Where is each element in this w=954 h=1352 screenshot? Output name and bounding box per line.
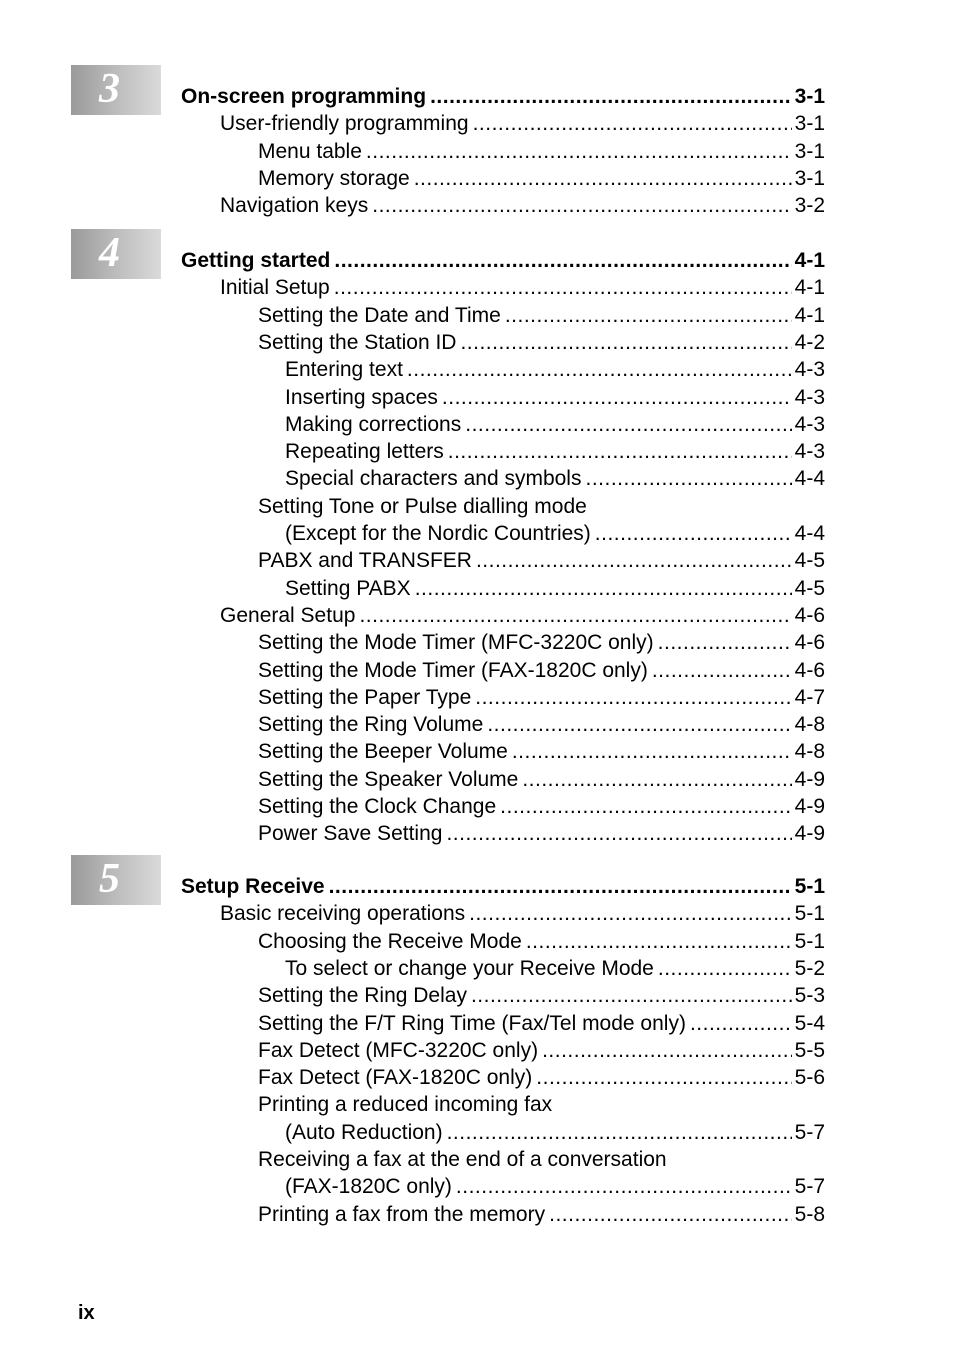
toc-entry-title: Setting Tone or Pulse dialling mode [258, 495, 587, 518]
dot-leader [366, 138, 792, 165]
toc-entry [258, 684, 825, 711]
toc-entry-page: 4-2 [794, 331, 825, 354]
toc-entry-title: Printing a fax from the memory [258, 1203, 546, 1226]
dot-leader [359, 602, 791, 629]
dot-leader [505, 302, 792, 329]
toc-entry [258, 928, 825, 955]
toc-entry [220, 900, 825, 927]
toc-entry-page: 4-9 [794, 768, 825, 791]
dot-leader [585, 465, 791, 492]
toc-entry-title: Special characters and symbols [285, 467, 582, 490]
toc-entry-page: 4-4 [794, 467, 825, 490]
toc-entry-title: Initial Setup [220, 276, 330, 299]
toc-entry-title: (Auto Reduction) [285, 1121, 443, 1144]
dot-leader [460, 329, 791, 356]
dot-leader [522, 766, 791, 793]
toc-entry-page: 4-6 [794, 604, 825, 627]
toc-entry [285, 575, 825, 602]
dot-leader [475, 684, 791, 711]
toc-entry-page: 4-8 [794, 713, 825, 736]
dot-leader [526, 928, 792, 955]
toc-entry-page: 5-3 [794, 984, 825, 1007]
chapter-number: 3 [99, 66, 120, 112]
toc-entry-page: 4-1 [794, 249, 825, 272]
toc-chapter-heading [181, 873, 825, 900]
toc-entry [258, 1037, 825, 1064]
toc-entry-page: 5-5 [794, 1039, 825, 1062]
dot-leader [476, 547, 792, 574]
toc-entry [258, 793, 825, 820]
toc-entry-title: Setting the Clock Change [258, 795, 497, 818]
toc-entry-page: 4-6 [794, 659, 825, 682]
toc-entry-page: 3-1 [794, 140, 825, 163]
dot-leader [690, 1010, 792, 1037]
chapter-tab [71, 229, 161, 279]
page-number: ix [78, 1302, 95, 1324]
toc-entry-page: 4-5 [794, 549, 825, 572]
dot-leader [407, 356, 792, 383]
dot-leader [487, 711, 791, 738]
toc-entry-page: 5-6 [794, 1066, 825, 1089]
chapter-tab [71, 855, 161, 905]
toc-entry-page: 5-2 [794, 957, 825, 980]
toc-entry-title: Setting PABX [285, 577, 411, 600]
toc-entry [258, 820, 825, 847]
toc-entry [285, 411, 825, 438]
toc-entry-page: 5-1 [794, 875, 825, 898]
dot-leader [536, 1064, 791, 1091]
dot-leader [334, 274, 792, 301]
toc-entry-title: Setting the Mode Timer (MFC-3220C only) [258, 631, 654, 654]
toc-entry [285, 465, 825, 492]
toc-entry-title: Entering text [285, 358, 403, 381]
toc-entry-title: Setting the Date and Time [258, 304, 501, 327]
toc-entry [220, 192, 825, 219]
toc-entry-title: General Setup [220, 604, 356, 627]
dot-leader [329, 873, 792, 900]
toc-entry-title: Setting the Station ID [258, 331, 457, 354]
toc-entry-title: Fax Detect (MFC-3220C only) [258, 1039, 539, 1062]
toc-entry-page: 3-2 [794, 194, 825, 217]
toc-entry-page: 5-4 [794, 1012, 825, 1035]
toc-entry [220, 110, 825, 137]
toc-entry-page: 4-7 [794, 686, 825, 709]
toc-entry [258, 165, 825, 192]
toc-entry [285, 384, 825, 411]
toc-entry [258, 1064, 825, 1091]
toc-entry-page: 3-1 [794, 85, 825, 108]
dot-leader [446, 820, 791, 847]
toc-entry-title: Printing a reduced incoming fax [258, 1093, 553, 1116]
toc-entry [285, 1173, 825, 1200]
dot-leader [430, 83, 792, 110]
toc-entry-title: Setting the Mode Timer (FAX-1820C only) [258, 659, 648, 682]
toc-entry [285, 955, 825, 982]
toc-entry-title: Setting the Ring Delay [258, 984, 467, 1007]
toc-entry [220, 602, 825, 629]
toc-entry-title: Menu table [258, 140, 362, 163]
toc-chapter-heading [181, 83, 825, 110]
dot-leader [473, 110, 792, 137]
toc-entry-title: On-screen programming [181, 85, 427, 108]
toc-entry-title: Setting the Speaker Volume [258, 768, 519, 791]
toc-entry-page: 4-3 [794, 440, 825, 463]
toc-entry [258, 1201, 825, 1228]
dot-leader [447, 1119, 792, 1146]
toc-entry [220, 274, 825, 301]
toc-entry-page: 5-7 [794, 1121, 825, 1144]
dot-leader [500, 793, 791, 820]
toc-entry-page: 4-5 [794, 577, 825, 600]
toc-entry-page: 4-8 [794, 740, 825, 763]
dot-leader [448, 438, 792, 465]
toc-entry-title: Navigation keys [220, 194, 369, 217]
toc-entry-title: Receiving a fax at the end of a conversation [258, 1148, 667, 1171]
toc-entry-page: 4-4 [794, 522, 825, 545]
dot-leader [652, 657, 792, 684]
dot-leader [469, 900, 792, 927]
dot-leader [456, 1173, 792, 1200]
dot-leader [415, 575, 792, 602]
toc-entry-title: Setting the Ring Volume [258, 713, 484, 736]
toc-entry [258, 738, 825, 765]
toc-entry-page: 4-1 [794, 304, 825, 327]
toc-entry-title: Making corrections [285, 413, 462, 436]
toc-entry [258, 547, 825, 574]
toc-entry-title: Repeating letters [285, 440, 444, 463]
toc-entry-title: Power Save Setting [258, 822, 443, 845]
toc-entry-page: 3-1 [794, 167, 825, 190]
dot-leader [549, 1201, 792, 1228]
toc-entry-title: User-friendly programming [220, 112, 469, 135]
toc-entry-page: 4-6 [794, 631, 825, 654]
toc-entry [285, 520, 825, 547]
toc-entry-title: Inserting spaces [285, 386, 438, 409]
toc-entry-title: (FAX-1820C only) [285, 1175, 452, 1198]
toc-entry-page: 4-9 [794, 822, 825, 845]
toc-entry-page: 5-8 [794, 1203, 825, 1226]
dot-leader [658, 629, 792, 656]
toc-entry-title: Getting started [181, 249, 331, 272]
toc-entry-title: Setting the Beeper Volume [258, 740, 508, 763]
toc-entry-page: 5-7 [794, 1175, 825, 1198]
toc-entry [285, 438, 825, 465]
toc-entry-page: 4-3 [794, 386, 825, 409]
toc-entry-page: 5-1 [794, 930, 825, 953]
toc-entry [285, 356, 825, 383]
dot-leader [465, 411, 791, 438]
dot-leader [414, 165, 792, 192]
chapter-tab [71, 65, 161, 115]
toc-entry-title: Memory storage [258, 167, 410, 190]
toc-entry-page: 3-1 [794, 112, 825, 135]
toc-entry-title: Setup Receive [181, 875, 325, 898]
toc-entry [258, 1146, 825, 1173]
toc-entry-page: 4-3 [794, 358, 825, 381]
dot-leader [471, 982, 792, 1009]
toc-entry-page: 4-1 [794, 276, 825, 299]
toc-entry [258, 302, 825, 329]
toc-entry-title: Setting the Paper Type [258, 686, 472, 709]
toc-entry-title: Setting the F/T Ring Time (Fax/Tel mode only) [258, 1012, 686, 1035]
dot-leader [334, 247, 791, 274]
toc-entry-title: (Except for the Nordic Countries) [285, 522, 591, 545]
dot-leader [658, 955, 792, 982]
toc-entry [258, 138, 825, 165]
dot-leader [542, 1037, 792, 1064]
toc-entry-page: 4-9 [794, 795, 825, 818]
toc-entry [258, 1091, 825, 1118]
toc-entry-title: Choosing the Receive Mode [258, 930, 522, 953]
toc-entry-title: Fax Detect (FAX-1820C only) [258, 1066, 533, 1089]
chapter-number: 4 [99, 230, 120, 276]
toc-entry [285, 1119, 825, 1146]
dot-leader [372, 192, 791, 219]
toc-entry [258, 657, 825, 684]
toc-entry [258, 982, 825, 1009]
toc-entry-title: To select or change your Receive Mode [285, 957, 654, 980]
chapter-number: 5 [99, 856, 120, 902]
dot-leader [512, 738, 792, 765]
toc-entry [258, 493, 825, 520]
dot-leader [442, 384, 792, 411]
toc-entry [258, 1010, 825, 1037]
dot-leader [595, 520, 792, 547]
toc-chapter-heading [181, 247, 825, 274]
toc-entry-title: Basic receiving operations [220, 902, 466, 925]
toc-entry-page: 4-3 [794, 413, 825, 436]
toc-entry-page: 5-1 [794, 902, 825, 925]
toc-entry-title: PABX and TRANSFER [258, 549, 472, 572]
toc-entry [258, 329, 825, 356]
toc-entry [258, 766, 825, 793]
toc-entry [258, 711, 825, 738]
toc-entry [258, 629, 825, 656]
